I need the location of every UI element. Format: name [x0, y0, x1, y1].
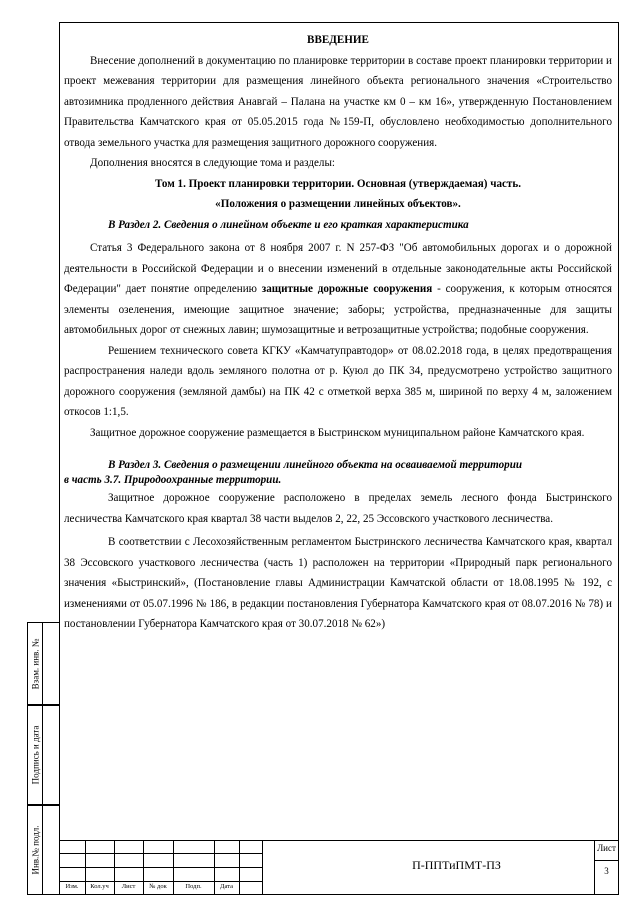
- col-label-list: Лист: [121, 883, 136, 890]
- stamp-label-signature-date: Подпись и дата: [30, 725, 41, 785]
- paragraph-volumes: Дополнения вносятся в следующие тома и разделы:: [90, 157, 335, 169]
- stamp-label-original-inv: Инв.№ подл.: [30, 825, 41, 875]
- law-text-part2: - сооружения, к которым относятся элементы озеленения, имеющие защитное значение; заборы; устройства, предназначенные для защиты автомобильных дорог от снежных лавин; шумозащитные и ветрозащитные устройства; подобные сооружения.: [64, 283, 612, 336]
- stamp-cell-signature-date: [27, 705, 59, 805]
- col-label-data: Дата: [220, 883, 233, 890]
- spacer: [64, 443, 612, 455]
- stamp-cell-original-inv: [27, 805, 59, 895]
- document-body: [64, 30, 612, 635]
- sheet-number: 3: [604, 866, 609, 876]
- law-text-part1: Статья 3 Федерального закона от 8 ноября 2007 г. N 257-ФЗ "Об автомобильных дорогах и о дорожной деятельности в Российской Федерации и о внесении изменений в отдельные законодательные акты Российской Федерации" дает понятие определению: [64, 242, 612, 295]
- title-block: [59, 840, 619, 895]
- sheet-label: Лист: [597, 843, 616, 853]
- stamp-strip: [27, 622, 59, 895]
- paragraph-forest-fund: Защитное дорожное сооружение расположено в пределах земель лесного фонда Быстринского лесничества Камчатского края квартал 38 части выделов 2, 22, 25 Эссовского участкового лесничества.: [64, 492, 612, 525]
- section-3-subtitle: в часть 3.7. Природоохранные территории.: [64, 474, 282, 486]
- paragraph-intro: Внесение дополнений в документацию по планировке территории в составе проект планировки территории и проект межевания территории для размещения линейного объекта регионального значения «Строительство автозимника продленного действия Анавгай – Палана на участке км 0 – км 16», утвержденную Постановлением Правительства Камчатского края от 05.05.2015 года №159-П, обусловлено необходимостью дополнительного отвода земельного участка для размещения защитного дорожного сооружения.: [64, 54, 612, 149]
- law-term-bold: защитные дорожные сооружения: [261, 283, 433, 295]
- document-code: П-ППТиПМТ-ПЗ: [412, 858, 501, 872]
- col-label-izm: Изм.: [65, 883, 79, 890]
- paragraph-regulation: В соответствии с Лесохозяйственным регламентом Быстринского лесничества Камчатского края, квартал 38 Эссовского участкового лесничества (часть 1) расположен на территории «Природный парк регионального значения «Быстринский», (Постановление главы Администрации Камчатской области от 18.08.1995 № 192, с изменениями от 05.07.1996 № 186, в редакции постановления Губернатора Камчатского края от 08.07.2016 № 78) и постановлении Губернатора Камчатского края от 30.07.2018 № 62»): [64, 536, 612, 630]
- paragraph-law-article: [64, 238, 612, 341]
- paragraph-decision: Решением технического совета КГКУ «Камчатуправтодор» от 08.02.2018 года, в целях предотвращения распространения наледи вдоль земляного полотна от р. Куюл до ПК 34, предусмотрено устройство защитного дорожного сооружения (земляной дамбы) на ПК 42 с отметкой верха 385 м, шириной по верху 4 м, заложением откосов 1:1,5.: [64, 344, 612, 418]
- stamp-cell-replace-inv: [27, 622, 59, 705]
- page-title: ВВЕДЕНИЕ: [307, 34, 369, 46]
- volume-1-title: Том 1. Проект планировки территории. Основная (утверждаемая) часть.: [154, 177, 522, 190]
- col-label-ndok: № док: [149, 883, 167, 890]
- stamp-label-replace-inv: Взам. инв. №: [30, 638, 41, 689]
- col-label-kol: Кол.уч: [90, 883, 109, 890]
- volume-1-subtitle: «Положения о размещении линейных объектов».: [215, 198, 461, 210]
- paragraph-location: Защитное дорожное сооружение размещается в Быстринском муниципальном районе Камчатского края.: [90, 426, 585, 439]
- section-2-title: В Раздел 2. Сведения о линейном объекте и его краткая характеристика: [108, 218, 469, 231]
- col-label-podp: Подп.: [185, 883, 202, 890]
- section-3-title: В Раздел 3. Сведения о размещении линейного объекта на осваиваемой территории: [108, 459, 523, 471]
